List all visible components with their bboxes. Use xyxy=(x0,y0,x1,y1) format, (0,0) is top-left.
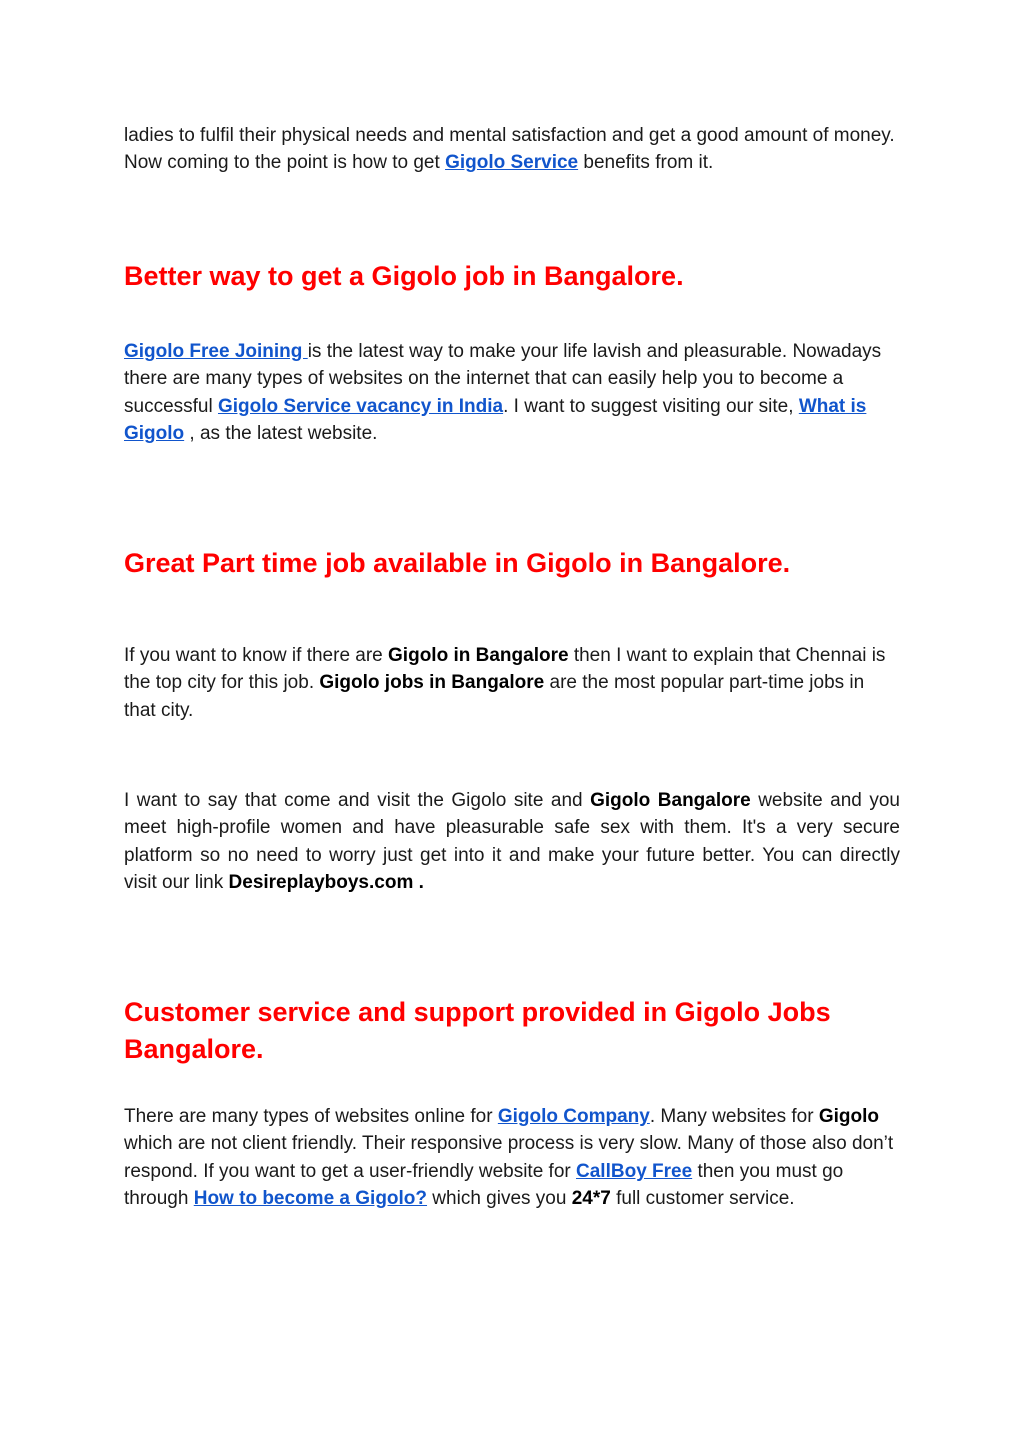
text: If you want to know if there are xyxy=(124,645,389,666)
text: are the most popular part-time jobs in that city. xyxy=(124,672,865,721)
heading-customer-service: Customer service and support provided in Gigolo Jobs Bangalore. xyxy=(124,997,831,1064)
link-gigolo-company[interactable]: Gigolo Company xyxy=(497,1106,650,1127)
text: . I want to suggest visiting our site, xyxy=(503,395,799,417)
heading-better-way: Better way to get a Gigolo job in Bangalore. xyxy=(124,261,684,291)
text: benefits from it. xyxy=(578,152,714,174)
link-callboy-free[interactable]: CallBoy Free xyxy=(576,1160,693,1182)
text: , as the latest website. xyxy=(184,423,378,445)
text: . Many websites for xyxy=(649,1106,819,1127)
text: full customer service. xyxy=(610,1188,795,1210)
paragraph-gigolo-in-bangalore xyxy=(124,642,900,724)
text: I want to say that come and visit the Gigolo site and xyxy=(124,790,591,811)
link-gigolo-service-vacancy[interactable]: Gigolo Service vacancy in India xyxy=(217,395,504,417)
text: There are many types of websites online for xyxy=(124,1106,498,1127)
text: then you must go through xyxy=(124,1160,844,1210)
text: ladies to fulfil their physical needs and mental satisfaction and get a good amount of money. Now coming to the point is how to get xyxy=(124,125,895,174)
text: website and you meet high-profile women and have pleasurable safe sex with them. It's a very secure platform so no need to worry just get into it and make your future better. You can directly visit our link xyxy=(124,790,900,894)
text: then I want to explain that Chennai is the top city for this job. xyxy=(124,645,886,694)
paragraph-free-joining xyxy=(124,338,900,448)
link-gigolo-service[interactable]: Gigolo Service xyxy=(445,152,579,174)
bold-text: 24*7 xyxy=(571,1188,611,1210)
bold-text: Gigolo xyxy=(818,1106,879,1127)
bold-text: Gigolo in Bangalore xyxy=(388,645,569,666)
text: is the latest way to make your life lavish and pleasurable. Nowadays there are many types of websites on the internet that can easily help you to become a successful xyxy=(124,341,882,417)
paragraph-intro xyxy=(124,122,900,177)
paragraph-customer-service xyxy=(124,1103,900,1213)
paragraph-visit-site xyxy=(124,787,900,897)
link-gigolo-free-joining[interactable]: Gigolo Free Joining xyxy=(124,341,308,362)
text: which gives you xyxy=(427,1188,572,1210)
heading-part-time-job: Great Part time job available in Gigolo in Bangalore. xyxy=(124,548,791,578)
bold-text: Gigolo Bangalore xyxy=(590,790,751,811)
link-how-to-become-gigolo[interactable]: How to become a Gigolo? xyxy=(193,1188,428,1210)
bold-text: Desireplayboys.com . xyxy=(228,872,424,894)
text: which are not client friendly. Their responsive process is very slow. Many of those also don’t respond. If you want to get a user-friendly website for xyxy=(124,1133,894,1182)
link-what-is-gigolo[interactable]: What is Gigolo xyxy=(124,395,867,445)
bold-text: Gigolo jobs in Bangalore xyxy=(319,672,545,694)
